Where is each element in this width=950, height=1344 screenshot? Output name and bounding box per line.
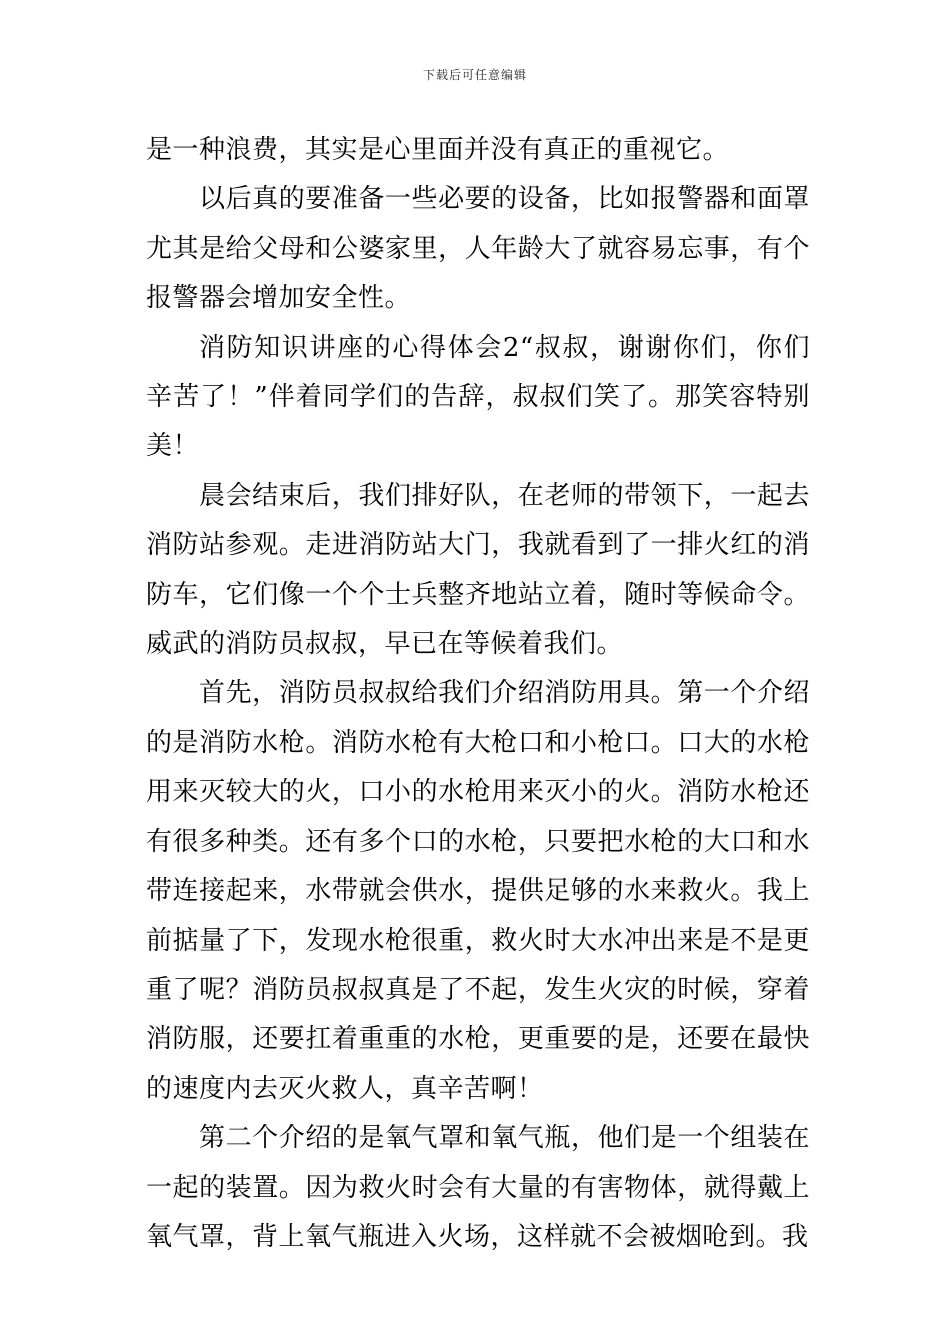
paragraph: 以后真的要准备一些必要的设备，比如报警器和面罩尤其是给父母和公婆家里，人年龄大了就容易忘事，有个报警器会增加安全性。 [146,184,810,314]
paragraph: 是一种浪费，其实是心里面并没有真正的重视它。 [146,135,730,165]
body-text [146,126,810,1262]
header-note: 下载后可任意编辑 [422,68,527,82]
paragraph: 第二个介绍的是氧气罩和氧气瓶，他们是一个组装在一起的装置。因为救火时会有大量的有害物体，就得戴上氧气罩，背上氧气瓶进入火场，这样就不会被烟呛到。我 [146,1123,810,1252]
paragraph: 首先，消防员叔叔给我们介绍消防用具。第一个介绍的是消防水枪。消防水枪有大枪口和小枪口。口大的水枪用来灭较大的火，口小的水枪用来灭小的火。消防水枪还有很多种类。还有多个口的水枪，只要把水枪的大口和水带连接起来，水带就会供水，提供足够的水来救火。我上前掂量了下，发现水枪很重，救火时大水冲出来是不是更重了呢？消防员叔叔真是了不起，发生火灾的时候，穿着消防服，还要扛着重重的水枪，更重要的是，还要在最快的速度内去灭火救人，真辛苦啊！ [146,678,810,1104]
paragraph: 消防知识讲座的心得体会2“叔叔，谢谢你们，你们辛苦了！”伴着同学们的告辞，叔叔们笑了。那笑容特别美！ [146,332,810,462]
paragraph: 晨会结束后，我们排好队，在老师的带领下，一起去消防站参观。走进消防站大门，我就看到了一排火红的消防车，它们像一个个士兵整齐地站立着，随时等候命令。威武的消防员叔叔，早已在等候着我们。 [146,480,810,660]
